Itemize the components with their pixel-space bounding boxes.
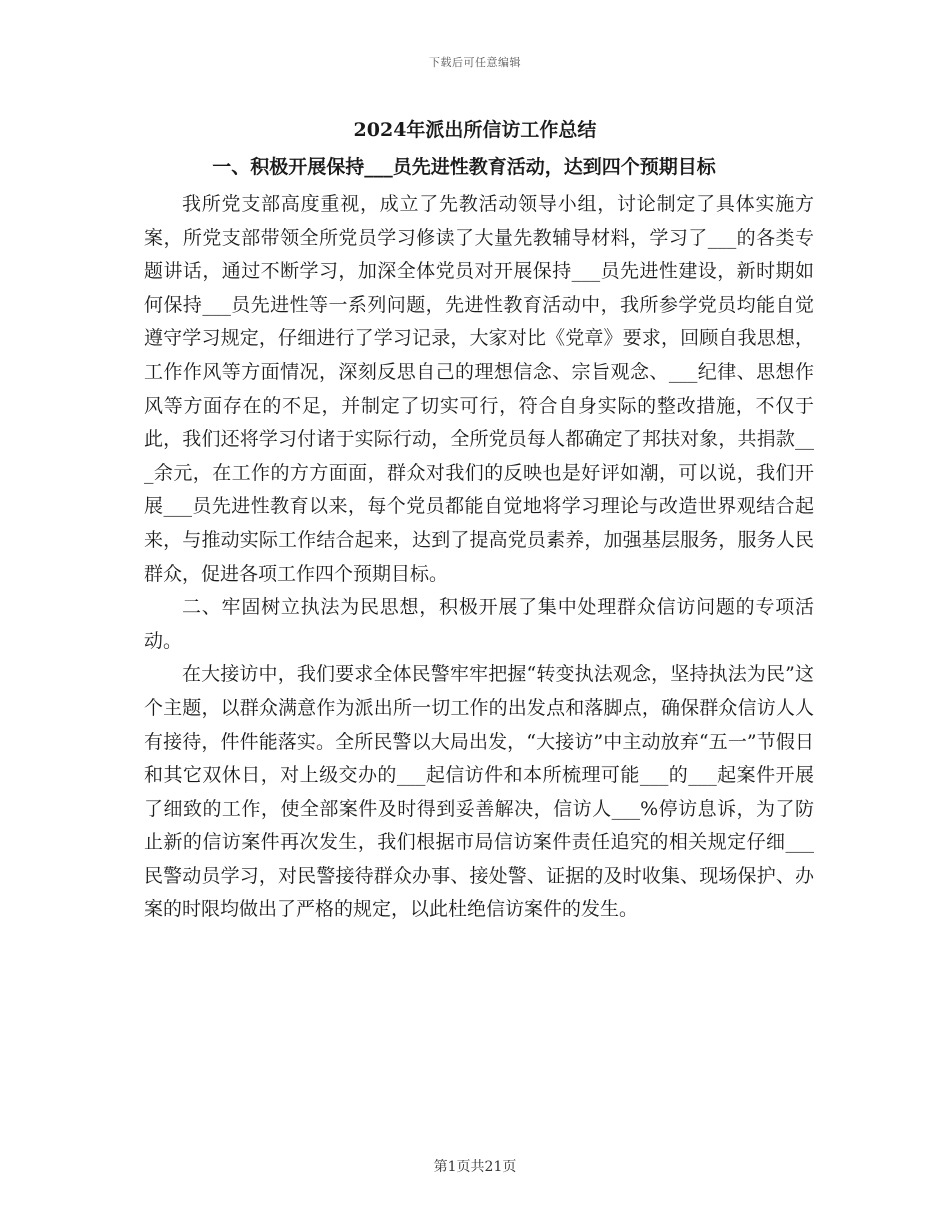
document-title: 2024年派出所信访工作总结 <box>353 119 597 141</box>
paragraph-party-education: 我所党支部高度重视，成立了先教活动领导小组，讨论制定了具体实施方案，所党支部带领全所党员学习修读了大量先教辅导材料，学习了___的各类专题讲话，通过不断学习，加深全体党员对开展保持___员先进性建设，新时期如何保持___员先进性等一系列问题，先进性教育活动中，我所参学党员均能自觉遵守学习规定，仔细进行了学习记录，大家对比《党章》要求，回顾自我思想，工作作风等方面情况，深刻反思自己的理想信念、宗旨观念、___纪律、思想作风等方面存在的不足，并制定了切实可行，符合自身实际的整改措施，不仅于此，我们还将学习付诸于实际行动，全所党员每人都确定了邦扶对象，共捐款___余元，在工作的方方面面，群众对我们的反映也是好评如潮，可以说，我们开展___员先进性教育以来，每个党员都能自觉地将学习理论与改造世界观结合起来，与推动实际工作结合起来，达到了提高党员素养，加强基层服务，服务人民群众，促进各项工作四个预期目标。 <box>144 193 814 585</box>
section-heading: 一、积极开展保持___员先进性教育活动，达到四个预期目标 <box>212 156 716 178</box>
page-number: 第1页共21页 <box>433 1159 517 1175</box>
paragraph-petition-handling: 在大接访中，我们要求全体民警牢牢把握“转变执法观念，坚持执法为民”这个主题，以群众满意作为派出所一切工作的出发点和落脚点，确保群众信访人人有接待，件件能落实。全所民警以大局出发，“大接访”中主动放弃“五一”节假日和其它双休日，对上级交办的___起信访件和本所梳理可能___的___起案件开展了细致的工作，使全部案件及时得到妥善解决，信访人___%停访息诉，为了防止新的信访案件再次发生，我们根据市局信访案件责任追究的相关规定仔细___民警动员学习，对民警接待群众办事、接处警、证据的及时收集、现场保护、办案的时限均做出了严格的规定，以此杜绝信访案件的发生。 <box>144 663 814 921</box>
document-body <box>144 150 814 927</box>
paragraph-section-two-heading: 二、牢固树立执法为民思想，积极开展了集中处理群众信访问题的专项活动。 <box>144 596 814 652</box>
page-header-note: 下载后可任意编辑 <box>429 56 521 69</box>
